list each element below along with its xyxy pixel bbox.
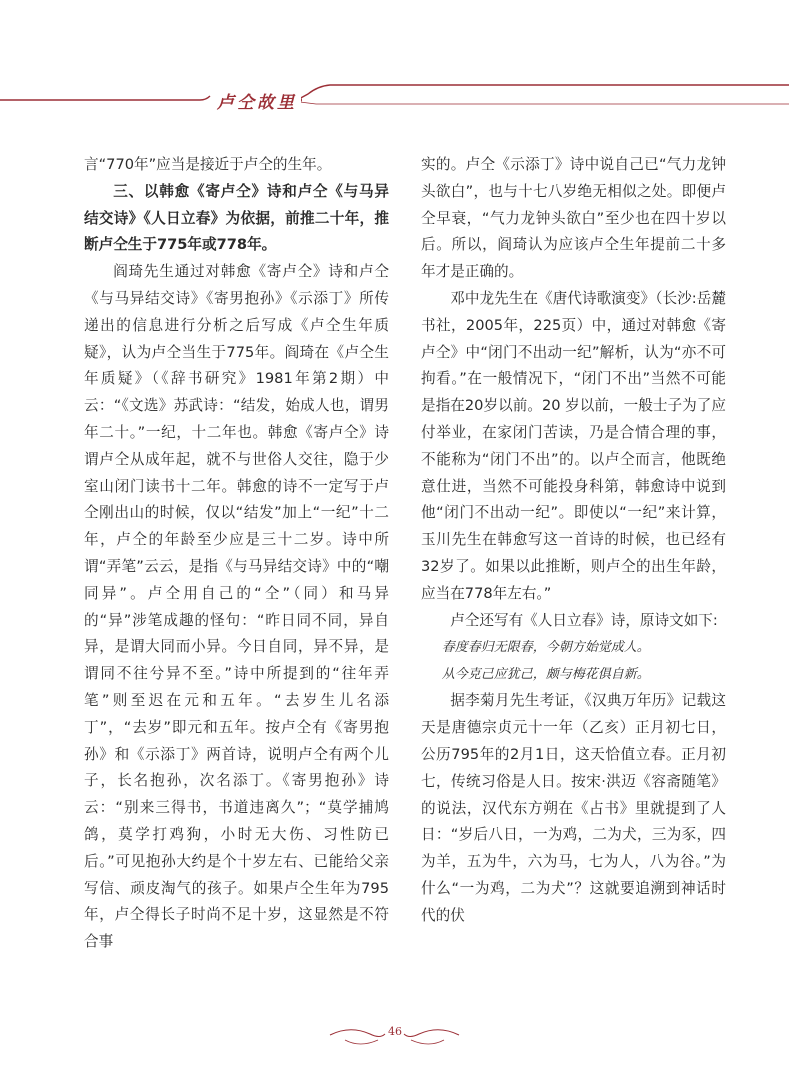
poem-line: 春度春归无限春，今朝方始觉成人。 [441, 640, 650, 656]
paragraph: 据李菊月先生考证，《汉典万年历》记载这天是唐德宗贞元十一年（乙亥）正月初七日，公历795年的2月1日，这天恰值立春。正月初七，传统习俗是人日。按宋·洪迈《容斋随笔》的说法，汉代东方朔在《占书》里就提到了人日：“岁后八日，一为鸡，二为犬，三为豕，四为羊，五为牛，六为马，七为人，八为谷。”为什么“一为鸡，二为犬”？这就要追溯到神话时代的伏 [421, 692, 726, 924]
paragraph: 言“770年”应当是接近于卢仝的生年。 [84, 156, 332, 173]
right-column [421, 152, 726, 930]
paragraph: 阎琦先生通过对韩愈《寄卢仝》诗和卢仝《与马异结交诗》《寄男抱孙》《示添丁》所传递出的信息进行分析之后写成《卢仝生年质疑》，认为卢仝当生于775年。阎琦在《卢仝生年质疑》（《辞书研究》1981年第2期）中云：“《文选》苏武诗：“结发，始成人也，谓男年二十。”一纪，十二年也。韩愈《寄卢仝》诗谓卢仝从成年起，就不与世俗人交往，隐于少室山闭门读书十二年。韩愈的诗不一定写于卢仝刚出山的时候，仅以“结发”加上“一纪”十二年，卢仝的年龄至少应是三十二岁。诗中所谓“弄笔”云云，是指《与马异结交诗》中的“嘲同异”。卢仝用自己的“仝”（同）和马异的“异”涉笔成趣的怪句：“昨日同不同，异自异，是谓大同而小异。今日自同，异不异，是谓同不往兮异不至。”诗中所提到的“往年弄笔”则至迟在元和五年。“去岁生儿名添丁”，“去岁”即元和五年。按卢仝有《寄男抱孙》和《示添丁》两首诗，说明卢仝有两个儿子，长名抱孙，次名添丁。《寄男抱孙》诗云：“别来三得书，书道违离久”；“莫学捕鸠鸽，莫学打鸡狗，小时无大伤、习性防已后。”可见抱孙大约是个十岁左右、已能给父亲写信、顽皮淘气的孩子。如果卢仝生年为795年，卢仝得长子时尚不足十岁，这显然是不符合事 [84, 263, 389, 951]
paragraph: 邓中龙先生在《唐代诗歌演变》（长沙:岳麓书社，2005年，225页）中，通过对韩愈《寄卢仝》中“闭门不出动一纪”解析，认为“亦不可拘看。”在一般情况下，“闭门不出”当然不可能是指在20岁以前。20 岁以前，一般士子为了应付举业，在家闭门苦读，乃是合情合理的事，不能称为“闭门不出”的。以卢仝而言，他既绝意仕进，当然不可能投身科第，韩愈诗中说到他“闭门不出动一纪”。即使以“一纪”来计算，玉川先生在韩愈写这一首诗的时候，也已经有 32岁了。如果以此推断，则卢仝的出生年龄，应当在778年左右。” [421, 289, 726, 602]
left-column [84, 152, 389, 956]
footer-ornament [0, 1010, 789, 1070]
paragraph: 实的。卢仝《示添丁》诗中说自己已“气力龙钟头欲白”，也与十七八岁绝无相似之处。即便卢仝早衰，“气力龙钟头欲白”至少也在四十岁以后。所以，阎琦认为应该卢仝生年提前二十多年才是正确的。 [421, 156, 726, 281]
section-heading: 三、以韩愈《寄卢仝》诗和卢仝《与马异结交诗》《人日立春》为依据，前推二十年，推断卢仝生于775年或778年。 [84, 182, 389, 254]
page-number: 46 [388, 1025, 402, 1038]
paragraph: 卢仝还写有《人日立春》诗，原诗文如下: [450, 611, 718, 629]
section-title: 卢仝故里 [213, 88, 301, 113]
header-ornament [0, 0, 789, 140]
poem-line: 从今克己应犹己，颇与梅花俱自新。 [441, 667, 650, 683]
